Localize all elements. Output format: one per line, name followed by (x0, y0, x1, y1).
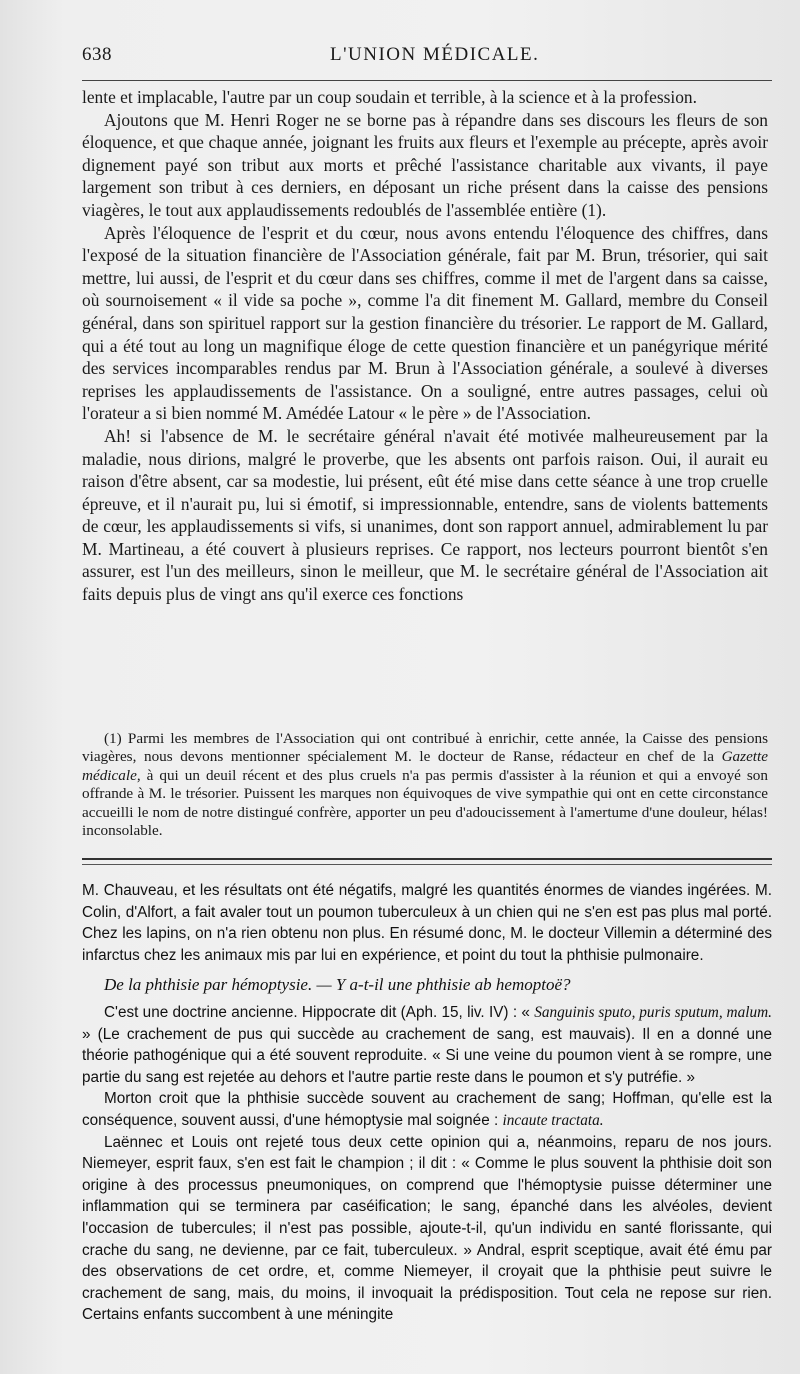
paragraph: Ah! si l'absence de M. le secrétaire général n'avait été motivée malheureusement par la maladie, nous dirions, malgré le proverbe, que les absents ont parfois raison. Oui, il aurait eu raison d'être absent, car sa modestie, lui présent, eût été mise dans cette séance à une trop cruelle épreuve, et il n'aurait pu, lui si émotif, si impressionnable, entendre, sans de violents battements de cœur, les applaudissements si vifs, si unanimes, dont son rapport annuel, admirablement lu par M. Martineau, a été couvert à plusieurs reprises. Ce rapport, nos lecteurs pourront bientôt s'en assurer, est l'un des meilleurs, sinon le meilleur, que M. le secrétaire général de l'Association ait faits depuis plus de vingt ans qu'il exerce ces fonctions (82, 425, 768, 605)
feuilleton-rule-thick (82, 858, 772, 860)
header-rule (82, 80, 772, 81)
paragraph: lente et implacable, l'autre par un coup soudain et terrible, à la science et à la profession. (82, 87, 697, 107)
footnote-text (82, 730, 768, 840)
section-subheading: De la phthisie par hémoptysie. — Y a-t-il une phthisie ab hemoptoë? (104, 975, 571, 995)
text-part: Morton croit que la phthisie succède souvent au crachement de sang; Hoffman, qu'elle est la conséquence, souvent aussi, d'une hémoptysie mal soignée : (82, 1090, 772, 1129)
text-part: C'est une doctrine ancienne. Hippocrate dit (Aph. 15, liv. IV) : « (104, 1003, 535, 1021)
footnote-journal-name: Gazette médicale (82, 748, 768, 784)
feuilleton-paragraph (82, 1088, 772, 1131)
feuilleton-paragraph: M. Chauveau, et les résultats ont été négatifs, malgré les quantités énormes de viandes ingérées. M. Colin, d'Alfort, a fait avaler tout un poumon tuberculeux à un chien qui ne s'en est pas plus mal porté. Chez les lapins, on n'a rien obtenu non plus. En résumé donc, M. le docteur Villemin a déterminé des infarctus chez les animaux mis par lui en expérience, et point du tout la phthisie pulmonaire. (82, 882, 772, 964)
main-article (82, 86, 768, 606)
page-header (82, 40, 772, 70)
feuilleton-rule-thin (82, 864, 772, 865)
text-part: » (Le crachement de pus qui succède au crachement de sang, est mauvais). Il en a donné une théorie pathogénique qui a été souvent reproduite. « Si une veine du poumon vient à se rompre, une partie du sang est rejetée au dehors et l'autre partie reste dans le poumon et s'y putréfie. » (82, 1025, 772, 1086)
latin-quote: incaute tractata. (502, 1111, 604, 1129)
journal-title: L'UNION MÉDICALE. (330, 44, 540, 65)
feuilleton-paragraph: Laënnec et Louis ont rejeté tous deux cette opinion qui a, néanmoins, reparu de nos jours. Niemeyer, esprit faux, s'en est fait le champion ; il dit : « Comme le plus souvent la phthisie doit son origine à des processus pneumoniques, on comprend que l'hémoptysie puisse déterminer une inflammation qui se terminera par caséification; le sang, épanché dans les alvéoles, devient l'occasion de tubercules; il n'est pas possible, ajoute-t-il, qu'un individu en santé florissante, qui crache du sang, ne devienne, par ce fait, tuberculeux. » Andral, esprit sceptique, avait été ému par des observations de cet ordre, et, comme Niemeyer, il croyait que la phthisie peut suivre le crachement de sang, mais, du moins, il invoquait la prédisposition. Tout cela ne repose sur rien. Certains enfants succombent à une méningite (82, 1133, 772, 1324)
footnote-text-part: , à qui un deuil récent et des plus cruels n'a pas permis d'assister à la réunion et qui a envoyé son offrande à M. le trésorier. Puissent les marques non équivoques de vive sympathie qui ont en cette circonstance accueilli le nom de notre distingué confrère, apporter un peu d'adoucissement à l'amertume d'une douleur, hélas! inconsolable. (82, 766, 768, 840)
paragraph: Ajoutons que M. Henri Roger ne se borne pas à répandre dans ses discours les fleurs de son éloquence, et que chaque année, joignant les fruits aux fleurs et l'exemple au précepte, après avoir dignement payé son tribut aux morts et prêché l'assistance charitable aux vivants, il paye largement son tribut à ces derniers, en déposant un riche présent dans la caisse des pensions viagères, le tout aux applaudissements redoublés de l'assemblée entière (1). (82, 109, 768, 220)
footnote (82, 730, 768, 840)
feuilleton-paragraph (82, 1002, 772, 1088)
feuilleton-section (82, 880, 772, 1326)
footnote-text-part: (1) Parmi les membres de l'Association qui ont contribué à enrichir, cette année, la Caisse des pensions viagères, nous devons mentionner spécialement M. le docteur de Ranse, rédacteur en chef de la (82, 730, 768, 766)
latin-quote: Sanguinis sputo, puris sputum, malum. (534, 1003, 772, 1021)
page-number: 638 (82, 44, 112, 65)
paragraph: Après l'éloquence de l'esprit et du cœur, nous avons entendu l'éloquence des chiffres, dans l'exposé de la situation financière de l'Association générale, fait par M. Brun, trésorier, qui sait mettre, lui aussi, de l'esprit et du cœur dans ses chiffres, comme il met de l'argent dans sa caisse, où sournoisement « il vide sa poche », comme l'a dit finement M. Gallard, membre du Conseil général, dans son spirituel rapport sur la gestion financière du trésorier. Le rapport de M. Gallard, qui a été tout au long un magnifique éloge de cette question financière et un panégyrique mérité des services incomparables rendus par M. Brun à l'Association générale, a soulevé à diverses reprises les applaudissements de l'assistance. On a souligné, entre autres passages, celui où l'orateur a si bien nommé M. Amédée Latour « le père » de l'Association. (82, 222, 768, 424)
